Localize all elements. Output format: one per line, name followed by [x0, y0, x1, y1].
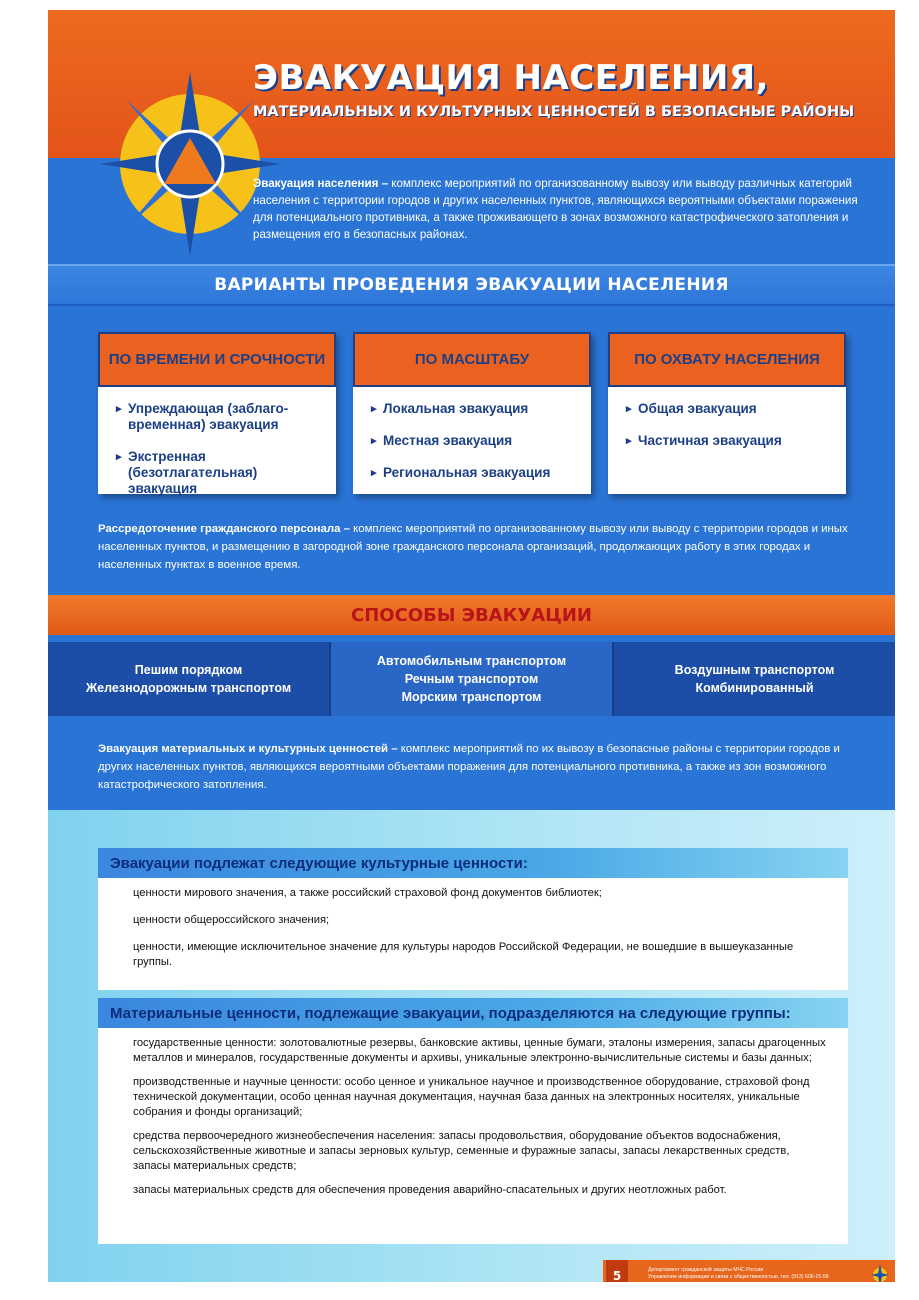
variant-card-time — [98, 332, 336, 494]
methods-column-3 — [614, 642, 895, 716]
list-item: запасы материальных средств для обеспечения проведения аварийно-спасательных и других неотложных работ. — [133, 1184, 727, 1196]
methods-column-1 — [48, 642, 329, 716]
dispersal-definition — [98, 520, 858, 574]
list-item: ▸ Частичная эвакуация — [626, 433, 836, 449]
footer-line: Управление информации и связи с общественностью, тел. (913) 606-15-56 — [648, 1274, 829, 1280]
variant-card-coverage — [608, 332, 846, 494]
list-item: ▸ Общая эвакуация — [626, 401, 836, 417]
methods-column-2 — [329, 642, 614, 716]
methods-row — [48, 642, 895, 716]
valuables-text: комплекс мероприятий по их вывозу в безопасные районы с территории городов и других населенных пунктов, являющихся вероятными объектами поражения для потенциального противника, а также из зон возможного катастрофического затопления. — [98, 743, 840, 791]
list-item: государственные ценности: золотовалютные резервы, банковские активы, ценные бумаги, эталоны измерения, запасы драгоценных металлов и минералов, государственные документы и архивы, уникальные электронно-вычислительные системы и базы данных; — [133, 1037, 826, 1064]
dispersal-text: комплекс мероприятий по организованному вывозу или выводу с территории городов и иных населенных пунктов, и размещению в загородной зоне гражданского персонала организаций, продолжающих работу в этих городах и населенных пунктах в военное время. — [98, 523, 848, 571]
list-item: ценности общероссийского значения; — [133, 914, 330, 926]
material-values-box — [98, 998, 848, 1244]
variant-card-head: ПО ВРЕМЕНИ И СРОЧНОСТИ — [98, 332, 336, 387]
page-title: ЭВАКУАЦИЯ НАСЕЛЕНИЯ, — [253, 58, 769, 98]
list-item: ▸ Локальная эвакуация — [371, 401, 581, 417]
list-item: ценности мирового значения, а также российский страховой фонд документов библиотек; — [133, 887, 602, 899]
method-item: Пешим порядком — [134, 663, 243, 677]
list-item: ▸ Местная эвакуация — [371, 433, 581, 449]
method-item: Железнодорожным транспортом — [85, 681, 292, 695]
page-number: 5 — [606, 1260, 628, 1282]
variants-heading: ВАРИАНТЫ ПРОВЕДЕНИЯ ЭВАКУАЦИИ НАСЕЛЕНИЯ — [48, 264, 895, 306]
method-item: Автомобильным транспортом — [376, 654, 567, 668]
list-item: средства первоочередного жизнеобеспечения населения: запасы продовольствия, оборудование объектов водоснабжения, сельскохозяйственные животные и запасы зерновых культур, семенные и фуражные запасы, запасы лекарственных средств, запасы материальных средств; — [133, 1130, 790, 1172]
valuables-definition — [98, 740, 858, 794]
material-values-title: Материальные ценности, подлежащие эвакуации, подразделяются на следующие группы: — [98, 998, 848, 1028]
valuables-term: Эвакуация материальных и культурных ценностей – — [98, 743, 398, 755]
methods-heading: СПОСОБЫ ЭВАКУАЦИИ — [48, 595, 895, 635]
list-item: ▸ Упреждающая (заблаго-временная) эвакуация — [116, 401, 326, 433]
intro-text: комплекс мероприятий по организованному вывозу или выводу различных категорий населения с территории городов и других населенных пунктов, являющихся вероятными объектами поражения для потенциального противника, а также проживающего в зонах возможного катастрофического затопления и размещения его в безопасных районах. — [253, 177, 858, 241]
list-item: производственные и научные ценности: особо ценное и уникальное научное и производственное оборудование, страховой фонд технической документации, особо ценная научная документация, научная база данных на электронных носителях, уникальные собрания и фонды организаций; — [133, 1076, 810, 1118]
intro-term: Эвакуация населения – — [253, 177, 389, 190]
variant-card-scale — [353, 332, 591, 494]
method-item: Морским транспортом — [401, 690, 542, 704]
list-item: ▸ Экстренная (безотлагательная) эвакуация — [116, 449, 326, 497]
method-item: Речным транспортом — [404, 672, 539, 686]
mchs-small-emblem-icon — [871, 1263, 889, 1282]
cultural-values-title: Эвакуации подлежат следующие культурные ценности: — [98, 848, 848, 878]
variant-card-head: ПО МАСШТАБУ — [353, 332, 591, 387]
cultural-values-box — [98, 848, 848, 990]
method-item: Комбинированный — [695, 681, 814, 695]
poster — [48, 10, 895, 1282]
variant-card-head: ПО ОХВАТУ НАСЕЛЕНИЯ — [608, 332, 846, 387]
footer-line: Департамент гражданской защиты МЧС России — [648, 1267, 764, 1273]
list-item: ▸ Региональная эвакуация — [371, 465, 581, 481]
footer-credits — [648, 1267, 858, 1281]
mchs-star-emblem-icon — [98, 68, 283, 278]
page-subtitle: МАТЕРИАЛЬНЫХ И КУЛЬТУРНЫХ ЦЕННОСТЕЙ В БЕЗОПАСНЫЕ РАЙОНЫ — [253, 104, 855, 120]
dispersal-term: Рассредоточение гражданского персонала – — [98, 523, 350, 535]
method-item: Воздушным транспортом — [674, 663, 835, 677]
list-item: ценности, имеющие исключительное значение для культуры народов Российской Федерации, не вошедшие в вышеуказанные группы. — [133, 941, 794, 968]
intro-definition — [253, 175, 868, 243]
